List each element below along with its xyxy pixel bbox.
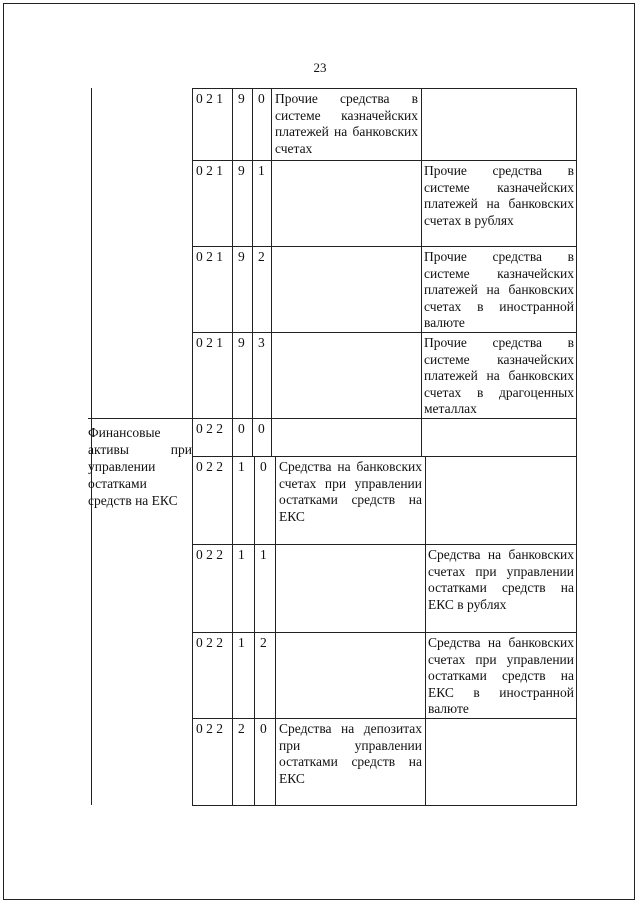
account-digit-a: 1	[238, 459, 245, 474]
table-column-rule	[254, 456, 255, 544]
table-column-rule	[425, 718, 426, 805]
account-digit-b: 1	[258, 163, 265, 178]
table-row-rule	[192, 544, 576, 545]
table-column-rule	[252, 160, 253, 246]
table-column-rule	[252, 332, 253, 418]
table-column-rule	[252, 418, 253, 456]
table-column-rule	[425, 632, 426, 718]
table-row-rule	[192, 246, 576, 247]
account-name	[275, 421, 418, 456]
table-column-rule	[254, 544, 255, 632]
account-code: 0 2 2	[196, 635, 223, 650]
table-column-rule	[421, 418, 422, 456]
table-column-rule	[421, 88, 422, 160]
table-column-rule	[271, 246, 272, 332]
table-row-rule	[88, 418, 576, 419]
table-column-rule	[425, 456, 426, 544]
table-column-rule	[271, 160, 272, 246]
account-detail	[428, 721, 574, 805]
account-digit-a: 9	[238, 91, 245, 106]
account-digit-a: 9	[238, 163, 245, 178]
table-column-rule	[271, 88, 272, 160]
account-code: 0 2 1	[196, 91, 223, 106]
account-detail: Прочие средства в системе казначейских платежей на банковских счетах в драгоценных металлах	[424, 335, 574, 416]
account-code: 0 2 1	[196, 163, 223, 178]
account-name	[275, 335, 418, 418]
page-number: 23	[313, 60, 327, 75]
section-label: Финансовые активы при управлении остатками средств на ЕКС	[88, 425, 192, 508]
table-column-rule	[232, 718, 233, 805]
account-name	[279, 547, 422, 632]
account-code: 0 2 2	[196, 547, 223, 562]
account-digit-b: 2	[260, 635, 267, 650]
account-detail: Средства на банковских счетах при управлении остатками средств на ЕКС в иностранной валюте	[428, 635, 574, 716]
table-row-rule	[192, 632, 576, 633]
account-digit-a: 2	[238, 721, 245, 736]
table-column-rule	[421, 160, 422, 246]
table-row-rule	[192, 88, 576, 89]
table-column-rule	[252, 246, 253, 332]
table-column-rule	[254, 632, 255, 718]
account-code: 0 2 2	[196, 721, 223, 736]
account-name	[275, 249, 418, 332]
account-digit-a: 9	[238, 249, 245, 264]
account-digit-b: 3	[258, 335, 265, 350]
account-code: 0 2 1	[196, 249, 223, 264]
account-digit-b: 0	[258, 421, 265, 436]
account-detail: Прочие средства в системе казначейских платежей на банковских счетах в иностранной валюте	[424, 249, 574, 330]
account-digit-b: 0	[260, 459, 267, 474]
account-detail: Средства на банковских счетах при управлении остатками средств на ЕКС в рублях	[428, 547, 574, 612]
account-detail	[424, 421, 574, 456]
account-digit-b: 0	[260, 721, 267, 736]
account-digit-b: 2	[258, 249, 265, 264]
account-name	[279, 635, 422, 718]
table-column-rule	[252, 88, 253, 160]
account-digit-a: 9	[238, 335, 245, 350]
table-left-border	[192, 88, 193, 806]
table-column-rule	[254, 718, 255, 805]
table-column-rule	[232, 418, 233, 456]
account-code: 0 2 1	[196, 335, 223, 350]
account-name: Средства на депозитах при управлении остатками средств на ЕКС	[279, 721, 422, 786]
table-row-rule	[192, 718, 576, 719]
account-digit-b: 1	[260, 547, 267, 562]
table-column-rule	[271, 332, 272, 418]
account-name: Средства на банковских счетах при управлении остатками средств на ЕКС	[279, 459, 422, 524]
table-column-rule	[232, 246, 233, 332]
account-detail: Прочие средства в системе казначейских платежей на банковских счетах в рублях	[424, 163, 574, 228]
table-column-rule	[275, 718, 276, 805]
table-row-rule	[192, 160, 576, 161]
account-name: Прочие средства в системе казначейских платежей на банковских счетах	[275, 91, 418, 156]
account-digit-b: 0	[258, 91, 265, 106]
table-right-border	[576, 88, 577, 806]
account-digit-a: 1	[238, 547, 245, 562]
table-column-rule	[425, 544, 426, 632]
table-column-rule	[232, 632, 233, 718]
table-column-rule	[232, 160, 233, 246]
table-column-rule	[275, 544, 276, 632]
table-column-rule	[232, 544, 233, 632]
table-column-rule	[232, 332, 233, 418]
account-digit-a: 1	[238, 635, 245, 650]
account-digit-a: 0	[238, 421, 245, 436]
table-column-rule	[421, 246, 422, 332]
table-column-rule	[275, 632, 276, 718]
table-row-rule	[192, 805, 576, 806]
table-column-rule	[232, 88, 233, 160]
account-name	[275, 163, 418, 246]
table-row-rule	[192, 332, 576, 333]
table-column-rule	[271, 418, 272, 456]
account-detail	[424, 91, 574, 160]
table-row-rule	[192, 456, 576, 457]
table-column-rule	[275, 456, 276, 544]
account-code: 0 2 2	[196, 421, 223, 436]
table-column-rule	[421, 332, 422, 418]
account-code: 0 2 2	[196, 459, 223, 474]
account-detail	[428, 459, 574, 544]
table-column-rule	[232, 456, 233, 544]
